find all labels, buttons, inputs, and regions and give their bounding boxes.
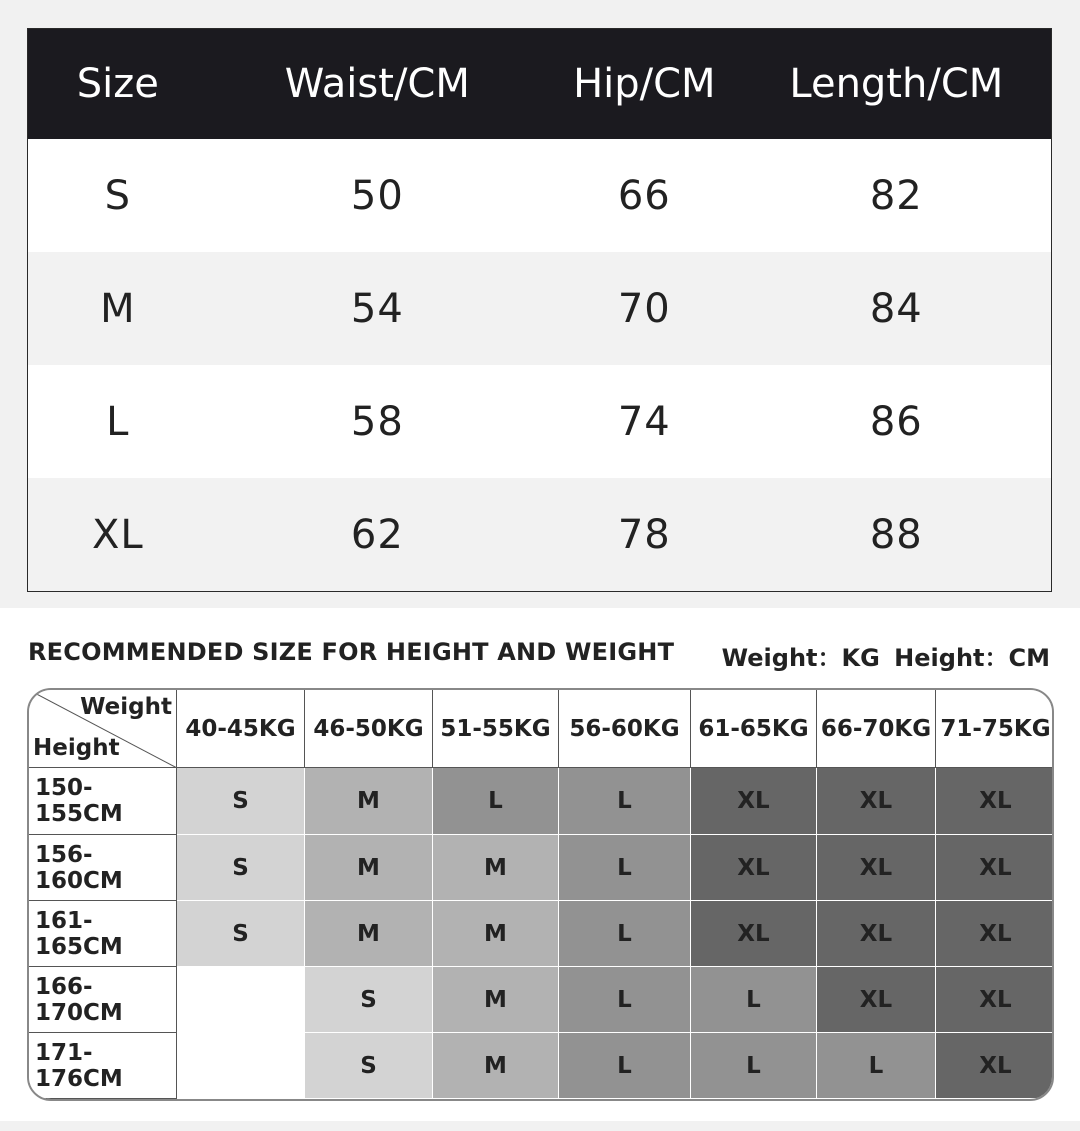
size-recommendation-cell xyxy=(177,967,305,1033)
size-recommendation-cell: M xyxy=(433,835,559,901)
size-recommendation-cell: XL xyxy=(817,967,936,1033)
weight-header: 66-70KG xyxy=(817,690,936,768)
size-recommendation-cell: XL xyxy=(691,901,817,967)
weight-header: 61-65KG xyxy=(691,690,817,768)
size-recommendation-cell: M xyxy=(305,901,433,967)
size-cell: M xyxy=(100,285,136,332)
hip-cell: 78 xyxy=(617,511,671,558)
recommendation-grid xyxy=(29,690,1052,1099)
header-size: Size xyxy=(76,61,159,107)
size-recommendation-cell: M xyxy=(305,768,433,835)
size-recommendation-cell: L xyxy=(559,967,691,1033)
size-recommendation-cell: XL xyxy=(817,901,936,967)
size-recommendation-cell: S xyxy=(305,967,433,1033)
size-recommendation-cell: S xyxy=(177,835,305,901)
height-header: 156-160CM xyxy=(29,835,177,901)
length-cell: 86 xyxy=(869,398,923,445)
height-header: 150-155CM xyxy=(29,768,177,835)
size-row-s xyxy=(28,139,1051,252)
size-recommendation-cell: XL xyxy=(936,768,1054,835)
size-row-m xyxy=(28,252,1051,365)
weight-header: 71-75KG xyxy=(936,690,1054,768)
size-chart-header xyxy=(28,29,1051,139)
recommendation-title: RECOMMENDED SIZE FOR HEIGHT AND WEIGHT xyxy=(28,638,675,666)
size-cell: XL xyxy=(91,511,144,558)
height-header: 166-170CM xyxy=(29,967,177,1033)
waist-cell: 50 xyxy=(350,172,404,219)
size-recommendation-cell: XL xyxy=(691,768,817,835)
size-recommendation-cell: M xyxy=(305,835,433,901)
size-recommendation-cell: XL xyxy=(936,901,1054,967)
length-cell: 88 xyxy=(869,511,923,558)
size-recommendation-cell: S xyxy=(177,768,305,835)
size-recommendation-cell: M xyxy=(433,1033,559,1099)
weight-header: 51-55KG xyxy=(433,690,559,768)
weight-header: 40-45KG xyxy=(177,690,305,768)
header-waist: Waist/CM xyxy=(284,61,470,107)
size-recommendation-cell: M xyxy=(433,967,559,1033)
size-recommendation-cell: XL xyxy=(691,835,817,901)
waist-cell: 62 xyxy=(350,511,404,558)
size-row-l xyxy=(28,365,1051,478)
size-cell: L xyxy=(106,398,130,445)
size-recommendation-cell xyxy=(177,1033,305,1099)
hip-cell: 66 xyxy=(617,172,671,219)
corner-header xyxy=(29,690,177,768)
length-cell: 82 xyxy=(869,172,923,219)
size-recommendation-cell: XL xyxy=(936,1033,1054,1099)
length-cell: 84 xyxy=(869,285,923,332)
header-hip: Hip/CM xyxy=(573,61,716,107)
waist-cell: 58 xyxy=(350,398,404,445)
size-chart-table xyxy=(27,28,1052,592)
recommendation-table xyxy=(27,688,1054,1101)
size-recommendation-cell: M xyxy=(433,901,559,967)
height-header: 171-176CM xyxy=(29,1033,177,1099)
size-recommendation-cell: L xyxy=(691,1033,817,1099)
size-cell: S xyxy=(104,172,132,219)
size-recommendation-cell: S xyxy=(177,901,305,967)
size-recommendation-cell: L xyxy=(559,768,691,835)
size-recommendation-cell: L xyxy=(817,1033,936,1099)
height-unit: Height：CM xyxy=(894,644,1050,672)
weight-header: 46-50KG xyxy=(305,690,433,768)
height-header: 161-165CM xyxy=(29,901,177,967)
hip-cell: 70 xyxy=(617,285,671,332)
size-recommendation-cell: L xyxy=(559,901,691,967)
size-row-xl xyxy=(28,478,1051,591)
waist-cell: 54 xyxy=(350,285,404,332)
weight-unit: Weight：KG xyxy=(721,644,880,672)
hip-cell: 74 xyxy=(617,398,671,445)
corner-height-label: Height xyxy=(33,735,120,761)
bottom-strip xyxy=(0,1121,1080,1131)
size-recommendation-cell: S xyxy=(305,1033,433,1099)
corner-weight-label: Weight xyxy=(80,694,172,720)
weight-header: 56-60KG xyxy=(559,690,691,768)
size-recommendation-cell: XL xyxy=(936,967,1054,1033)
size-recommendation-cell: XL xyxy=(817,835,936,901)
size-recommendation-cell: L xyxy=(433,768,559,835)
size-recommendation-cell: L xyxy=(559,1033,691,1099)
size-recommendation-cell: XL xyxy=(936,835,1054,901)
size-recommendation-cell: L xyxy=(559,835,691,901)
size-recommendation-cell: XL xyxy=(817,768,936,835)
size-recommendation-cell: L xyxy=(691,967,817,1033)
header-length: Length/CM xyxy=(789,61,1004,107)
units-legend xyxy=(716,638,1050,673)
